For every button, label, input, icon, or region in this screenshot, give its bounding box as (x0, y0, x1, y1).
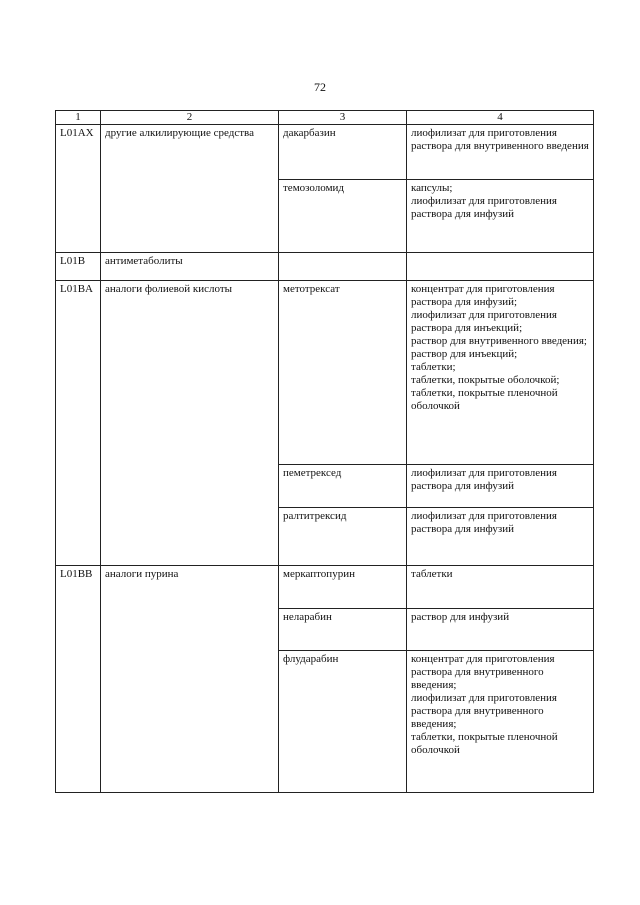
table-row (56, 281, 594, 465)
atc-code-cell: L01B (56, 253, 101, 281)
dosage-forms-cell (407, 566, 594, 609)
drug-name-cell: темозоломид (279, 180, 407, 253)
drug-name-cell: пеметрексед (279, 465, 407, 508)
table-row (56, 253, 594, 281)
dosage-form-line: таблетки (411, 568, 453, 580)
dosage-forms-cell (407, 125, 594, 180)
dosage-form-line: раствор для инъекций; (411, 348, 518, 360)
drug-table (55, 110, 594, 793)
dosage-form-line: лиофилизат для приготовления раствора для инфузий (411, 467, 557, 492)
drug-name-cell: флударабин (279, 651, 407, 793)
dosage-forms-cell (407, 508, 594, 566)
header-col-1: 1 (56, 111, 101, 125)
dosage-form-line: лиофилизат для приготовления раствора для внутривенного введения; (411, 692, 557, 730)
header-col-3: 3 (279, 111, 407, 125)
atc-code-cell: L01BA (56, 281, 101, 566)
drug-name-cell: ралтитрексид (279, 508, 407, 566)
table-row (56, 125, 594, 180)
dosage-form-line: таблетки, покрытые пленочной оболочкой (411, 731, 558, 756)
dosage-form-line: капсулы; (411, 182, 453, 194)
group-name-cell: аналоги фолиевой кислоты (101, 281, 279, 566)
header-col-4: 4 (407, 111, 594, 125)
group-name-cell: антиметаболиты (101, 253, 279, 281)
group-name-cell: аналоги пурина (101, 566, 279, 793)
drug-name-cell: дакарбазин (279, 125, 407, 180)
page-number: 72 (314, 80, 326, 94)
header-col-2: 2 (101, 111, 279, 125)
dosage-forms-cell (407, 465, 594, 508)
dosage-form-line: раствор для внутривенного введения; (411, 335, 587, 347)
dosage-forms-cell (407, 651, 594, 793)
table-row (56, 566, 594, 609)
dosage-form-line: лиофилизат для приготовления раствора для инфузий (411, 195, 557, 220)
dosage-forms-cell (407, 609, 594, 651)
group-name-cell: другие алкилирующие средства (101, 125, 279, 253)
drug-name-cell: метотрексат (279, 281, 407, 465)
dosage-form-line: таблетки; (411, 361, 456, 373)
drug-name-cell: неларабин (279, 609, 407, 651)
dosage-form-line: лиофилизат для приготовления раствора для внутривенного введения (411, 127, 589, 152)
dosage-forms-cell (407, 281, 594, 465)
dosage-form-line: концентрат для приготовления раствора для внутривенного введения; (411, 653, 555, 691)
drug-name-cell (279, 253, 407, 281)
dosage-forms-cell (407, 253, 594, 281)
drug-name-cell: меркаптопурин (279, 566, 407, 609)
atc-code-cell: L01AX (56, 125, 101, 253)
atc-code-cell: L01BB (56, 566, 101, 793)
dosage-form-line: лиофилизат для приготовления раствора для инъекций; (411, 309, 557, 334)
header-row (56, 111, 594, 125)
dosage-form-line: таблетки, покрытые пленочной оболочкой (411, 387, 558, 412)
dosage-form-line: лиофилизат для приготовления раствора для инфузий (411, 510, 557, 535)
dosage-form-line: концентрат для приготовления раствора для инфузий; (411, 283, 555, 308)
dosage-forms-cell (407, 180, 594, 253)
dosage-form-line: таблетки, покрытые оболочкой; (411, 374, 560, 386)
dosage-form-line: раствор для инфузий (411, 611, 510, 623)
